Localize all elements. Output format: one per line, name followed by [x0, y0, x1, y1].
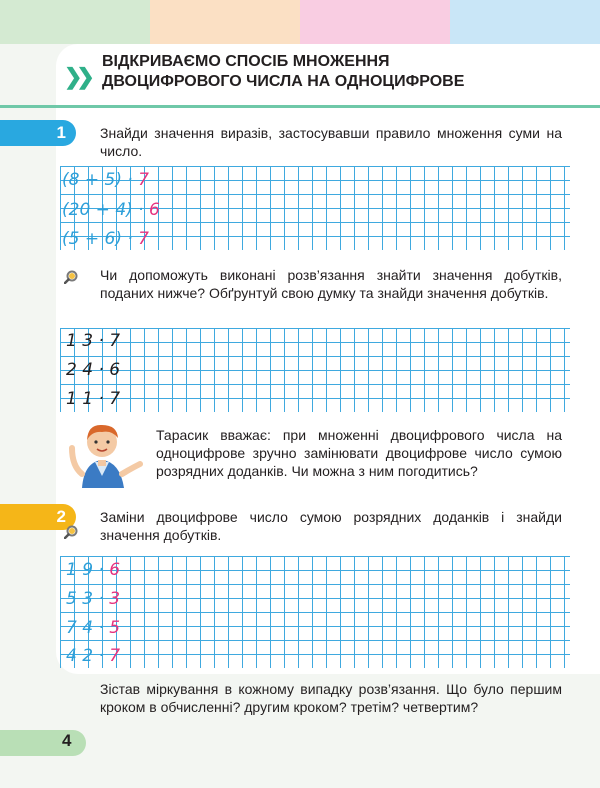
page-number-tab: [0, 730, 86, 756]
magnifier-icon: [64, 270, 78, 284]
double-chevron-right-icon: ❯❯: [64, 64, 89, 89]
header-divider: [0, 105, 600, 108]
question-1-expression-2: 2 4 · 6: [66, 360, 121, 380]
page-number: 4: [62, 731, 72, 750]
task-1-expression-2: (20 + 4) · 6: [62, 200, 160, 220]
task-1-expression-3: (5 + 6) · 7: [62, 229, 149, 249]
task-1-text: Знайди значення виразів, застосувавши правило множення суми на число.: [100, 125, 562, 159]
comparison-question: Зістав міркування в кожному випадку розв’язання. Що було першим кроком в обчисленні? другим кроком? третім? четвертим?: [100, 681, 562, 715]
page-title: ВІДКРИВАЄМО СПОСІБ МНОЖЕННЯ ДВОЦИФРОВОГО ЧИСЛА НА ОДНОЦИФРОВЕ: [102, 53, 465, 90]
header-strip-pink: [300, 0, 450, 44]
task-2-text: Заміни двоцифрове число сумою розрядних доданків і знайди значення добутків.: [100, 509, 562, 543]
question-1-expression-1: 1 3 · 7: [66, 331, 121, 351]
tarasyk-text: Тарасик вважає: при множенні двоцифрового числа на одноцифрове зручно замінювати двоцифрове число сумою розрядних доданків. Чи можна з ним погодитись?: [156, 427, 562, 479]
task-2-expression-1: 1 9 · 6: [66, 560, 121, 580]
task-1-number: 1: [56, 123, 66, 142]
question-1-text: Чи допоможуть виконані розв’язання знайти значення добутків, поданих нижче? Обґрунтуй свою думку та знайди значення добутків.: [100, 267, 562, 301]
task-2-expression-4: 4 2 · 7: [66, 646, 121, 666]
header-strip-orange: [150, 0, 300, 44]
boy-illustration: [62, 418, 146, 490]
header-strip-green: [0, 0, 150, 44]
magnifier-icon: [64, 525, 78, 539]
question-1-expression-3: 1 1 · 7: [66, 389, 121, 409]
task-2-number: 2: [56, 507, 66, 526]
task-2-grid: [60, 556, 570, 668]
task-2-expression-3: 7 4 · 5: [66, 618, 121, 638]
task-2-expression-2: 5 3 · 3: [66, 589, 121, 609]
header-strip-blue: [450, 0, 600, 44]
question-1-grid: [60, 328, 570, 412]
task-1-expression-1: (8 + 5) · 7: [62, 170, 149, 190]
